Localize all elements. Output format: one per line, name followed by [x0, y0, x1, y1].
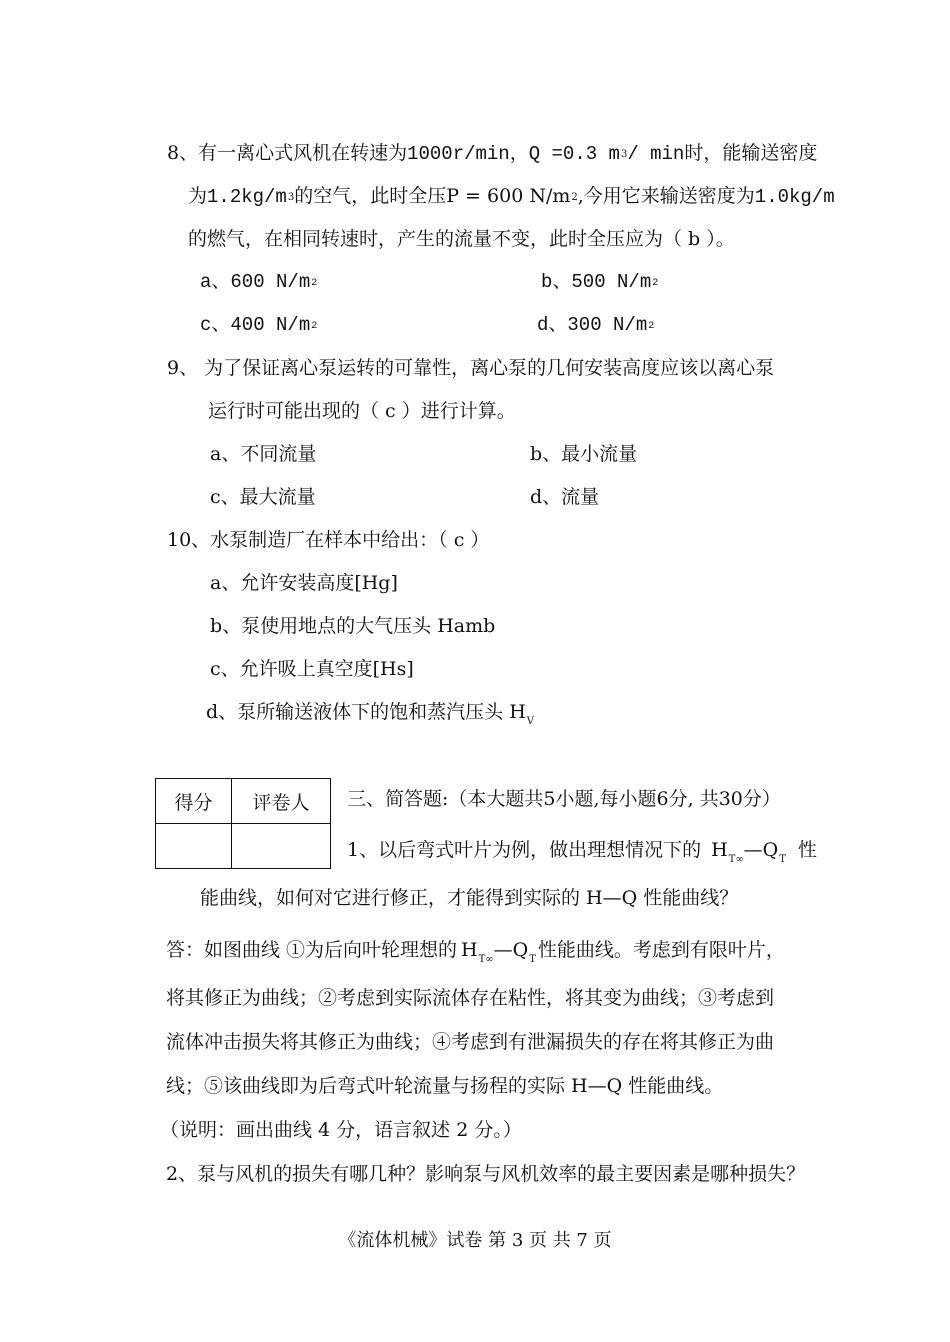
q8-option-c-text: c、400 N/m	[200, 314, 311, 336]
page-footer: 《流体机械》试卷 第 3 页 共 7 页	[338, 1230, 612, 1251]
q8-line1	[167, 141, 817, 167]
s3-q1-text: 1、以后弯式叶片为例，做出理想情况下的	[347, 839, 702, 861]
q8-unit: / min	[627, 143, 685, 165]
q10-line1: 10、水泵制造厂在样本中给出：（ c ）	[167, 529, 490, 551]
symbol-h: H	[711, 839, 728, 861]
subscript: T∞	[478, 954, 494, 965]
q8-sup: 2	[648, 321, 655, 332]
answer-note: （说明：画出曲线 4 分，语言叙述 2 分。）	[160, 1119, 522, 1141]
q9-option-b: b、最小流量	[530, 443, 638, 465]
q8-value: 1.0kg/m	[754, 186, 835, 208]
q10-option-c: c、允许吸上真空度[Hs]	[210, 658, 414, 680]
s3-q1-text: 性	[797, 839, 817, 861]
symbol-q: —Q	[493, 939, 529, 961]
answer-text: 答：如图曲线 ①为后向叶轮理想的	[166, 939, 458, 961]
q8-text: 的空气，此时全压	[294, 185, 447, 207]
q9-option-a: a、不同流量	[210, 443, 317, 465]
q8-sup: 2	[652, 278, 659, 289]
score-header: 得分	[156, 779, 232, 824]
symbol-h: H	[461, 939, 478, 961]
q8-text: 8、有一离心式风机在转速为	[167, 142, 408, 164]
q8-text: 为	[188, 185, 208, 207]
q10-option-d	[206, 700, 534, 734]
q8-option-a	[200, 270, 317, 296]
q8-option-c	[200, 313, 317, 339]
q10-option-b: b、泵使用地点的大气压头 Hamb	[210, 615, 496, 637]
answer-line1	[166, 938, 785, 972]
score-table	[155, 778, 331, 869]
q8-sup: 2	[571, 192, 578, 203]
q8-option-b	[541, 270, 658, 296]
answer-line4: 线；⑤该曲线即为后弯式叶轮流量与扬程的实际 H—Q 性能曲线。	[166, 1075, 724, 1097]
q8-sup: 2	[311, 278, 318, 289]
score-table-entry-row	[156, 824, 331, 869]
s3-q1-line2: 能曲线，如何对它进行修正，才能得到实际的 H—Q 性能曲线？	[200, 887, 739, 909]
q8-text: 时，能输送密度	[684, 142, 818, 164]
grader-cell[interactable]	[232, 824, 331, 869]
score-cell[interactable]	[156, 824, 232, 869]
subscript: T	[529, 954, 536, 965]
q10-option-d-text: d、泵所输送液体下的饱和蒸汽压头 H	[206, 701, 526, 723]
answer-text: 性能曲线。考虑到有限叶片，	[537, 939, 785, 961]
q8-sup: 3	[620, 149, 628, 160]
q10-option-a: a、允许安装高度[Hg]	[210, 572, 398, 594]
q8-value: 1000r/min，Q =0.3 m	[407, 143, 620, 165]
s3-q2: 2、泵与风机的损失有哪几种？影响泵与风机效率的最主要因素是哪种损失？	[166, 1163, 806, 1185]
answer-line3: 流体冲击损失将其修正为曲线；④考虑到有泄漏损失的存在将其修正为曲	[166, 1031, 775, 1053]
grader-header: 评卷人	[232, 779, 331, 824]
q8-line3: 的燃气，在相同转速时，产生的流量不变，此时全压应为（ b ）。	[188, 228, 735, 250]
score-table-header-row	[156, 779, 331, 824]
answer-line2: 将其修正为曲线；②考虑到实际流体存在粘性，将其变为曲线；③考虑到	[166, 987, 775, 1009]
s3-q1-line1	[347, 838, 817, 872]
section3-title: 三、简答题:（本大题共5小题,每小题6分, 共30分）	[347, 788, 781, 810]
q9-line2: 运行时可能出现的（ c ）进行计算。	[208, 400, 516, 422]
q9-option-d: d、流量	[530, 486, 600, 508]
q8-sup: 3	[287, 192, 295, 203]
subscript: T∞	[728, 854, 744, 865]
q8-line2	[188, 184, 835, 210]
q9-line1: 9、 为了保证离心泵运转的可靠性，离心泵的几何安装高度应该以离心泵	[167, 357, 775, 379]
subscript: V	[526, 716, 535, 727]
q9-option-c: c、最大流量	[210, 486, 316, 508]
q8-sup: 2	[311, 321, 318, 332]
q8-option-d-text: d、300 N/m	[537, 314, 648, 336]
q8-option-b-text: b、500 N/m	[541, 271, 652, 293]
q8-option-d	[537, 313, 654, 339]
symbol-q: —Q	[743, 839, 779, 861]
q8-value: 1.2kg/m	[207, 186, 287, 208]
q8-option-a-text: a、600 N/m	[200, 271, 311, 293]
subscript: T	[779, 854, 786, 865]
q8-text: ,今用它来输送密度为	[577, 185, 755, 207]
q8-value: P = 600 N/m	[446, 185, 571, 207]
